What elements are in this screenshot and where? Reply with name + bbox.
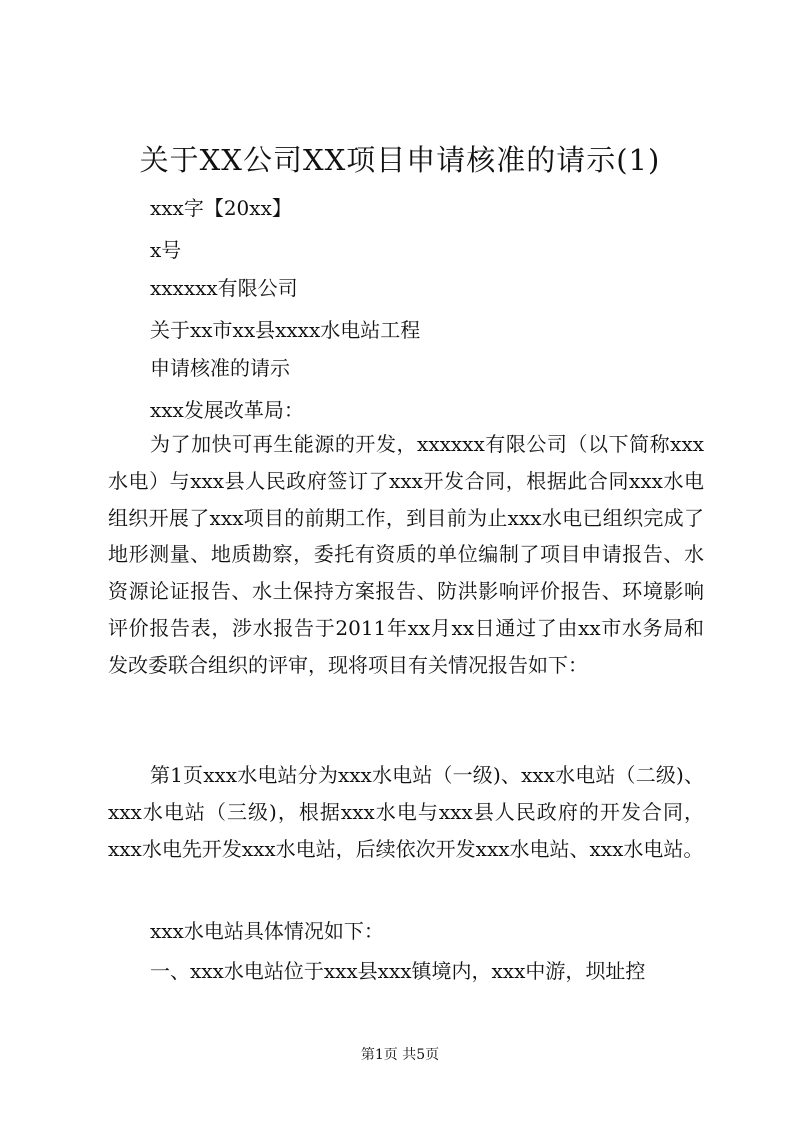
- subject-line-1: 关于xx市xx县xxxx水电站工程: [150, 318, 421, 342]
- company-name: xxxxxx有限公司: [150, 276, 298, 300]
- doc-number-line-2: x号: [150, 238, 182, 262]
- paragraph-details-heading: xxx水电站具体情况如下：: [150, 919, 384, 943]
- subject-line-2: 申请核准的请示: [150, 356, 290, 380]
- page-footer: 第1页 共5页: [360, 1047, 440, 1063]
- paragraph-intro: 为了加快可再生能源的开发，xxxxxx有限公司（以下简称xxx水电）与xxx县人民政府签订了xxx开发合同，根据此合同xxx水电组织开展了xxx项目的前期工作，到目前为止xxx水电已组织完成了地形测量、地质勘察，委托有资质的单位编制了项目申请报告、水资源论证报告、水土保持方案报告、防洪影响评价报告、环境影响评价报告表，涉水报告于2011年xx月xx日通过了由xx市水务局和发改委联合组织的评审，现将项目有关情况报告如下：: [108, 432, 704, 677]
- paragraph-item-one: 一、xxx水电站位于xxx县xxx镇境内，xxx中游，坝址控: [150, 959, 646, 983]
- paragraph-stations: 第1页xxx水电站分为xxx水电站（一级)、xxx水电站（二级)、xxx水电站（三级)，根据xxx水电与xxx县人民政府的开发合同，xxx水电先开发xxx水电站，后续依次开发xxx水电站、xxx水电站。: [108, 763, 704, 861]
- recipient: xxx发展改革局：: [150, 398, 304, 422]
- document-title: 关于XX公司XX项目申请核准的请示(1): [139, 143, 661, 177]
- doc-number-line-1: xxx字【20xx】: [150, 196, 292, 220]
